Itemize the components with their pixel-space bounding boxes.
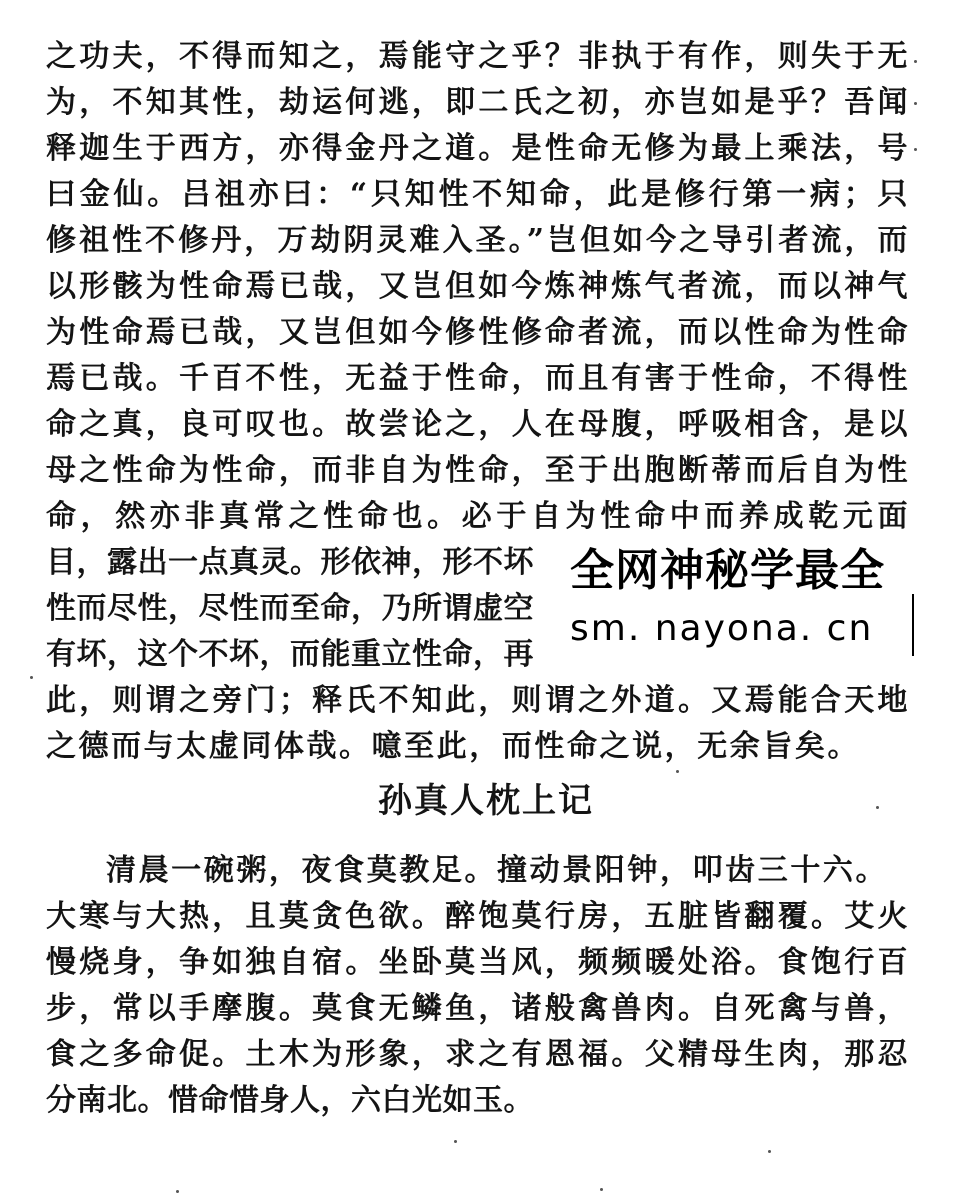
watermark-url: sm. nayona. cn bbox=[570, 608, 874, 649]
body-line-14: 有坏，这个不坏，而能重立性命，再 bbox=[46, 637, 534, 672]
scan-speck bbox=[914, 148, 917, 151]
scan-speck bbox=[768, 1150, 771, 1153]
body-line-16: 之德而与太虚同体哉。噫至此，而性命之说，无余旨矣。 bbox=[46, 729, 858, 764]
section-line-4: 步，常以手摩腹。莫食无鳞鱼，诸般禽兽肉。自死禽与兽， bbox=[46, 991, 908, 1026]
scan-speck bbox=[876, 806, 879, 809]
body-line-4: 曰金仙。吕祖亦曰：“只知性不知命，此是修行第一病；只 bbox=[46, 177, 908, 212]
section-line-5: 食之多命促。土木为形象，求之有恩福。父精母生肉，那忍 bbox=[46, 1037, 908, 1072]
body-line-15: 此，则谓之旁门；释氏不知此，则谓之外道。又焉能合天地 bbox=[46, 683, 908, 718]
body-line-3: 释迦生于西方，亦得金丹之道。是性命无修为最上乘法，号 bbox=[46, 131, 908, 166]
body-line-13: 性而尽性，尽性而至命，乃所谓虚空 bbox=[46, 591, 534, 626]
watermark-title: 全网神秘学最全 bbox=[570, 545, 885, 596]
body-line-2: 为，不知其性，劫运何逃，即二氏之初，亦岂如是乎？吾闻 bbox=[46, 85, 908, 120]
watermark-box bbox=[566, 538, 972, 660]
scan-speck bbox=[176, 1190, 179, 1193]
body-line-7: 为性命焉已哉，又岂但如今修性修命者流，而以性命为性命 bbox=[46, 315, 908, 350]
body-line-5: 修祖性不修丹，万劫阴灵难入圣。”岂但如今之导引者流，而 bbox=[46, 223, 908, 258]
text-cursor bbox=[912, 594, 914, 656]
scan-speck bbox=[30, 676, 33, 679]
scan-speck bbox=[914, 102, 917, 105]
scan-speck bbox=[454, 1140, 457, 1143]
body-line-6: 以形骸为性命焉已哉，又岂但如今炼神炼气者流，而以神气 bbox=[46, 269, 908, 304]
section-line-2: 大寒与大热，且莫贪色欲。醉饱莫行房，五脏皆翻覆。艾火 bbox=[46, 899, 908, 934]
body-line-1: 之功夫，不得而知之，焉能守之乎？非执于有作，则失于无 bbox=[46, 39, 908, 74]
body-line-8: 焉已哉。千百不性，无益于性命，而且有害于性命，不得性 bbox=[46, 361, 908, 396]
section-title: 孙真人枕上记 bbox=[378, 781, 594, 821]
scan-speck bbox=[914, 60, 917, 63]
scan-speck bbox=[600, 1188, 603, 1191]
scan-speck bbox=[676, 770, 679, 773]
section-line-6: 分南北。惜命惜身人，六白光如玉。 bbox=[46, 1083, 534, 1118]
section-line-1: 清晨一碗粥，夜食莫教足。撞动景阳钟，叩齿三十六。 bbox=[106, 853, 886, 888]
section-line-3: 慢烧身，争如独自宿。坐卧莫当风，频频暖处浴。食饱行百 bbox=[46, 945, 908, 980]
body-line-9: 命之真，良可叹也。故尝论之，人在母腹，呼吸相含，是以 bbox=[46, 407, 908, 442]
body-line-10: 母之性命为性命，而非自为性命，至于出胞断蒂而后自为性 bbox=[46, 453, 908, 488]
body-line-11: 命，然亦非真常之性命也。必于自为性命中而养成乾元面 bbox=[46, 499, 908, 534]
body-line-12: 目，露出一点真灵。形依神，形不坏 bbox=[46, 545, 534, 580]
